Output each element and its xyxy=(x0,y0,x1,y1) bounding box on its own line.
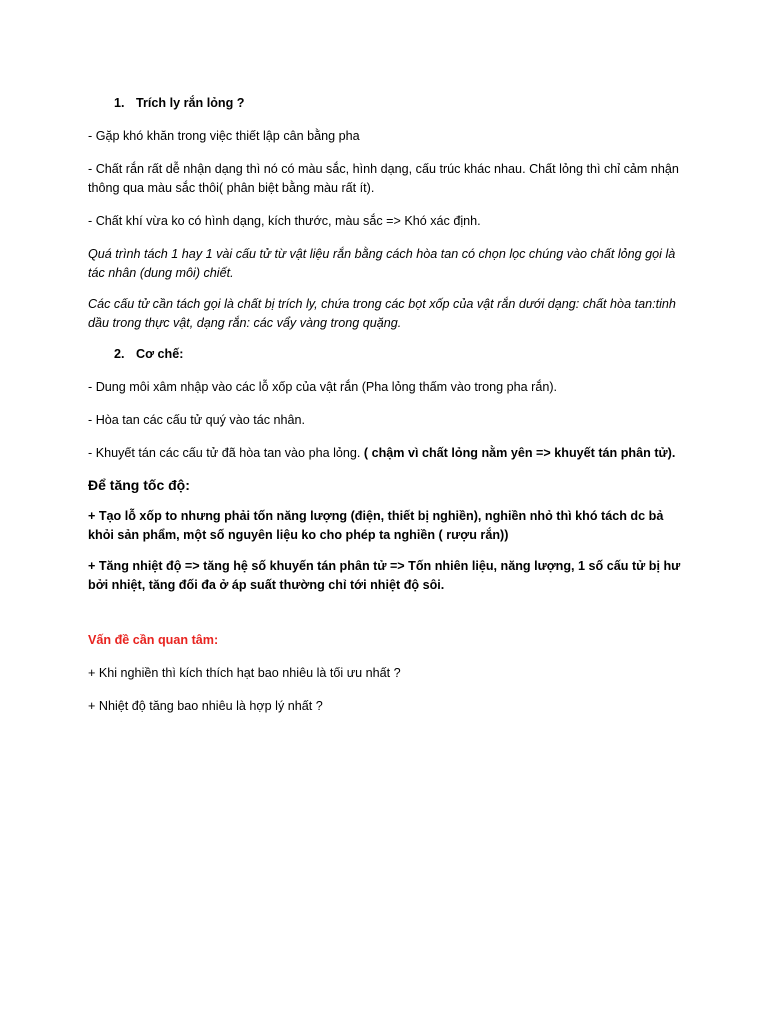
paragraph-phase-balance: - Gặp khó khăn trong việc thiết lập cân bằng pha xyxy=(88,129,360,143)
mechanism-dissolve: - Hòa tan các cấu tử quý vào tác nhân. xyxy=(88,413,306,427)
definition-components: Các cấu tử cần tách gọi là chất bị trích ly, chứa trong các bọt xốp của vật rắn dưới dạng: chất hòa tan:tinh dầu trong thực vật, dạng rắn: các vẩy vàng trong quặng. xyxy=(88,297,676,330)
mechanism-penetration: - Dung môi xâm nhập vào các lỗ xốp của vật rắn (Pha lỏng thấm vào trong pha rắn). xyxy=(88,380,558,394)
concern-grinding: + Khi nghiền thì kích thích hạt bao nhiêu là tối ưu nhất ? xyxy=(88,666,401,680)
paragraph-solid-liquid: - Chất rắn rất dễ nhận dạng thì nó có màu sắc, hình dạng, cấu trúc khác nhau. Chất lỏng thì chỉ cảm nhận thông qua màu sắc thôi( phân biệt bằng màu rất ít). xyxy=(88,162,679,195)
speed-point-porosity: + Tạo lỗ xốp to nhưng phải tốn năng lượng (điện, thiết bị nghiền), nghiền nhỏ thì khó tách dc bả khỏi sản phẩm, một số nguyên liệu ko cho phép ta nghiền ( rượu rắn)) xyxy=(88,509,664,542)
concern-heading: Vấn đề cần quan tâm: xyxy=(88,633,219,647)
diffusion-text: - Khuyết tán các cấu tử đã hòa tan vào pha lỏng. xyxy=(88,446,364,460)
mechanism-diffusion xyxy=(88,444,684,463)
section-2-title: Cơ chế: xyxy=(136,347,184,361)
paragraph-gas: - Chất khí vừa ko có hình dạng, kích thước, màu sắc => Khó xác định. xyxy=(88,214,481,228)
diffusion-note: ( chậm vì chất lỏng nằm yên => khuyết tán phân tử). xyxy=(363,446,676,460)
definition-extraction: Quá trình tách 1 hay 1 vài cấu tử từ vật liệu rắn bằng cách hòa tan có chọn lọc chúng vào chất lỏng gọi là tác nhân (dung môi) chiết. xyxy=(88,247,676,280)
concern-temperature: + Nhiệt độ tăng bao nhiêu là hợp lý nhất ? xyxy=(88,699,323,713)
section-1-title: Trích ly rắn lỏng ? xyxy=(136,96,245,110)
speed-heading: Để tăng tốc độ: xyxy=(88,477,190,493)
section-2-number: 2. xyxy=(114,347,125,361)
section-2-heading xyxy=(114,345,684,364)
section-1-number: 1. xyxy=(114,96,125,110)
section-1-heading xyxy=(114,94,684,113)
speed-point-temperature: + Tăng nhiệt độ => tăng hệ số khuyến tán phân tử => Tốn nhiên liệu, năng lượng, 1 số cấu tử bị hư bởi nhiệt, tăng đối đa ở áp suất thường chỉ tới nhiệt độ sôi. xyxy=(88,559,681,592)
